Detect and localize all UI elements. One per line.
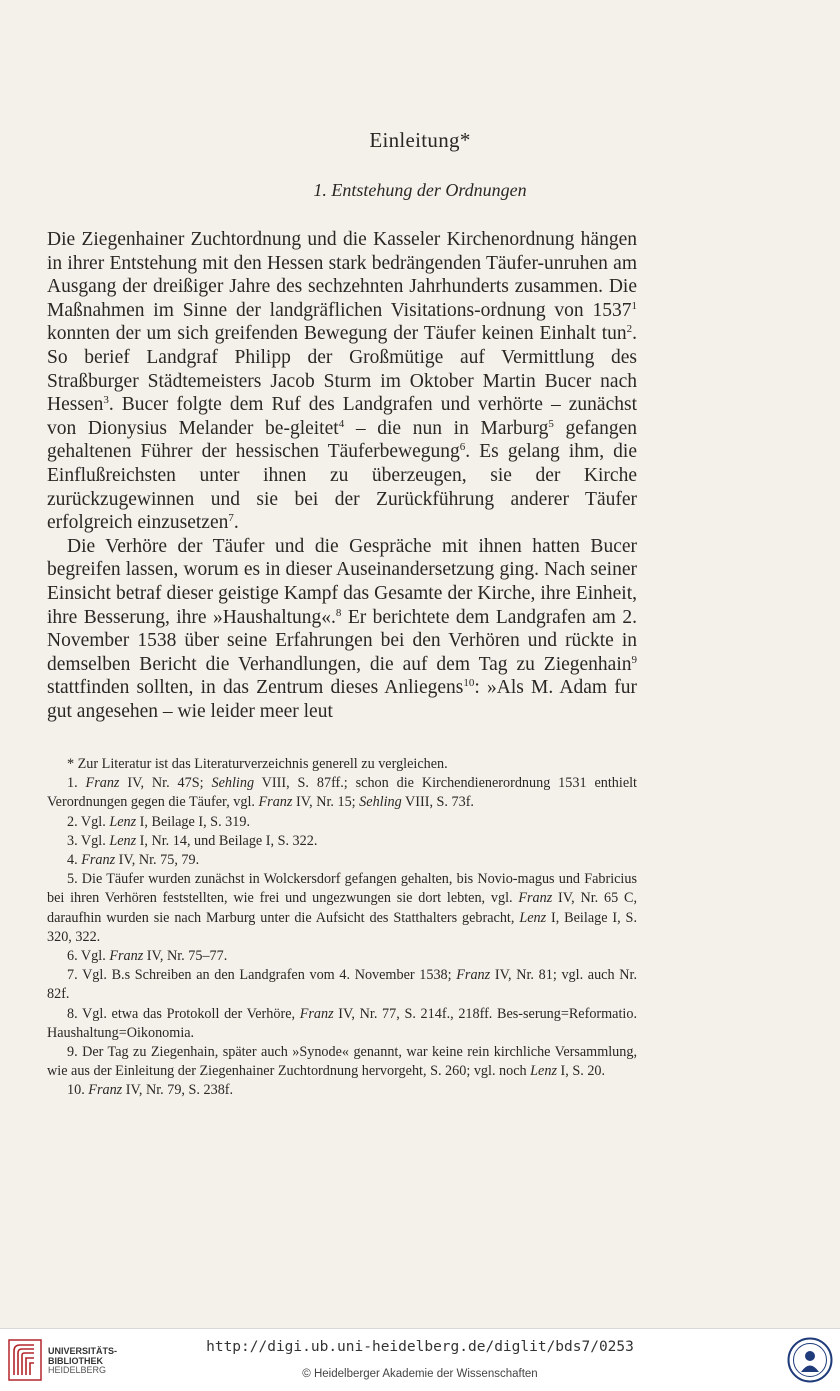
footnote-ref[interactable]: 2 [626,323,633,336]
text-run: IV, Nr. 79, S. 238f. [122,1082,234,1099]
copyright-notice: © Heidelberger Akademie der Wissenschaften [302,1368,538,1380]
library-name-line: BIBLIOTHEK [48,1355,103,1366]
author-ref: Franz [518,890,553,907]
text-run: 7. Vgl. B.s Schreiben an den Landgrafen vom 4. November 1538; [67,967,457,984]
footnote-2 [47,813,637,832]
text-run: 9. Der Tag zu Ziegenhain, später auch »Synode« genannt, war keine rein kirchliche Versammlung, wie aus der Einleitung der Ziegenhainer Zuchtordnung hervorgeht, S. 260; vgl. noch [47,1044,637,1080]
library-name-line: UNIVERSITÄTS- [48,1346,118,1356]
text-run: IV, Nr. 15; [292,794,360,811]
text-run: Er berichtete dem Landgrafen am 2. November 1538 über seine Erfahrungen bei den Verhören und rückte in demselben Bericht die Verhandlungen, die auf dem Tag zu Ziegenhain [47,606,637,675]
footnote-1 [47,774,637,812]
academy-seal-icon[interactable] [787,1337,833,1383]
footnote-10 [47,1081,637,1100]
footnote-7 [47,966,637,1004]
text-run: konnten der um sich greifenden Bewegung der Täufer keinen Einhalt tun [47,323,627,345]
text-run: 10. [67,1082,89,1099]
text-run: 4. [67,852,82,869]
author-ref: Lenz [109,832,137,849]
footnote-ref[interactable]: 3 [103,394,109,407]
text-run: Die Ziegenhainer Zuchtordnung und die Kasseler Kirchenordnung hängen in ihrer Entstehung mit den Hessen stark bedrängenden Täufer-unruhen am Ausgang der dreißiger Jahre des sechzehnten Jahrhunderts zusammen. Die Maßnahmen im Sinne der landgräflichen Visitations-ordnung von 1537 [47,229,637,321]
footnote-8 [47,1005,637,1043]
text-run: IV, Nr. 47S; [119,775,212,792]
footnote-ref[interactable]: 7 [228,512,234,525]
main-text [47,228,637,723]
author-ref: Sehling [211,775,255,792]
author-ref: Franz [109,948,144,965]
author-ref: Sehling [359,794,402,811]
footnotes [47,755,637,1101]
footnote-ref[interactable]: 9 [631,653,637,666]
text-run: VIII, S. 73f. [401,794,474,811]
text-run: . So berief Landgraf Philipp der Großmütige auf Vermittlung des Straßburger Städtemeisters Jacob Sturm im Oktober Martin Bucer nach Hessen [47,323,637,416]
author-ref: Franz [258,794,293,811]
text-run: 3. Vgl. [67,832,110,849]
text-run: IV, Nr. 77, S. 214f., 218ff. Bes-serung=Reformatio. Haushaltung=Oikonomia. [47,1005,638,1041]
text-run: . [233,512,239,534]
footnote-ref[interactable]: 4 [338,417,345,430]
paragraph-2 [47,535,637,724]
text-run: IV, Nr. 81; vgl. auch Nr. 82f. [47,967,637,1003]
text-run: IV, Nr. 65 C, daraufhin wurden sie nach Marburg unter die Aufsicht des Statthalters gebracht, [47,890,637,926]
text-run: 5. Die Täufer wurden zunächst in Wolckersdorf gefangen gehalten, bis Novio-magus und Fabricius bei ihren Verhören feststellten, wie frei und ungezwungen sie dort lebten, vgl. [47,871,637,907]
page-title: Einleitung* [369,128,471,152]
library-name-line: HEIDELBERG [48,1365,107,1375]
footnote-4 [47,851,637,870]
text-run: 8. Vgl. etwa das Protokoll der Verhöre, [67,1005,300,1022]
footnote-ref[interactable]: 10 [463,677,475,690]
footnote-ref[interactable]: 6 [459,441,466,454]
text-run: 2. Vgl. [67,813,110,830]
viewer-footer [0,1328,840,1391]
text-run: 6. Vgl. [67,948,110,965]
author-ref: Lenz [530,1063,557,1080]
text-run: IV, Nr. 75–77. [143,948,228,965]
footnote-3 [47,832,637,851]
author-ref: Franz [88,1082,123,1099]
text-run: . Bucer folgte dem Ruf des Landgrafen und verhörte – zunächst von Dionysius Melander be-gleitet [47,394,637,439]
author-ref: Franz [299,1005,334,1022]
footnote-star: * Zur Literatur ist das Literaturverzeichnis generell zu vergleichen. [67,756,448,772]
author-ref: Franz [81,852,116,869]
footnote-ref[interactable]: 5 [548,417,554,430]
author-ref: Lenz [519,909,547,926]
text-run: – die nun in Marburg [344,417,549,439]
footnote-ref[interactable]: 8 [335,606,342,619]
text-run: I, S. 20. [556,1063,606,1080]
text-run: 1. [67,775,86,792]
author-ref: Franz [85,775,120,792]
text-run: Die Verhöre der Täufer und die Gespräche mit ihnen hatten Bucer begreifen lassen, worum es in dieser Auseinandersetzung ging. Nach seiner Einsicht betraf dieser geistige Kampf das Gesamte der Kirche, ihre Einheit, ihre Besserung, ihre »Haushaltung«. [47,535,637,628]
text-run: IV, Nr. 75, 79. [115,852,200,869]
footnote-5 [47,870,637,947]
text-run: stattfinden sollten, in das Zentrum dieses Anliegens [47,677,464,699]
text-run: . Es gelang ihm, die Einflußreichsten unter ihnen zu überzeugen, sie der Kirche zurückzugewinnen und sie bei der Zurückführung anderer Täufer erfolgreich einzusetzen [47,441,637,534]
footnote-ref[interactable]: 1 [631,299,637,312]
text-run: VIII, S. 87ff.; schon die Kirchendienerordnung 1531 enthielt Verordnungen gegen die Täufer, vgl. [47,775,638,811]
text-run: : »Als M. Adam fur gut angesehen – wie leider meer leut [47,677,637,722]
paragraph-1 [47,228,637,535]
text-run: I, Beilage I, S. 320, 322. [47,909,637,945]
footnote-9 [47,1043,637,1081]
text-run: I, Nr. 14, und Beilage I, S. 322. [136,832,318,849]
text-run: gefangen gehaltenen Führer der hessischen Täuferbewegung [47,417,637,463]
document-url-link[interactable]: http://digi.ub.uni-heidelberg.de/diglit/bds7/0253 [206,1339,634,1355]
author-ref: Franz [456,967,491,984]
text-run: I, Beilage I, S. 319. [136,813,250,830]
author-ref: Lenz [109,813,137,830]
footnote-6 [47,947,637,966]
section-heading: 1. Entstehung der Ordnungen [313,180,527,200]
